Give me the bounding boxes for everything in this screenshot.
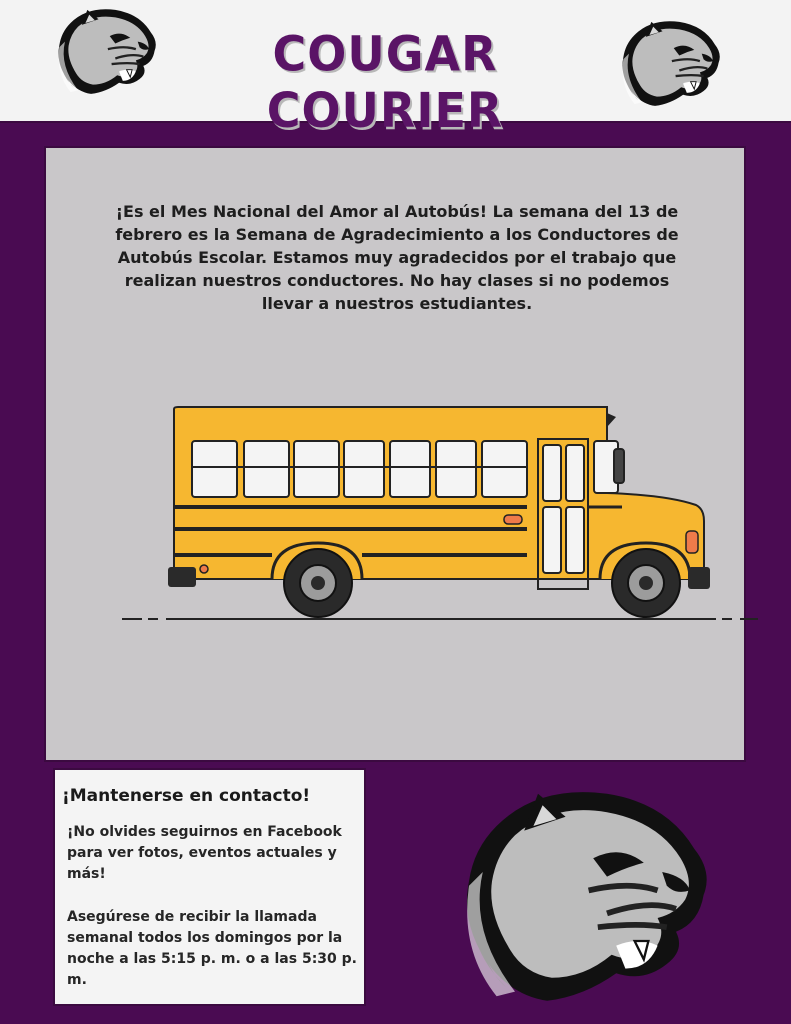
newsletter-title: COUGAR COURIER <box>266 25 504 139</box>
masthead <box>0 0 791 139</box>
cougar-head-icon <box>614 16 726 110</box>
cougar-head-icon <box>50 4 162 98</box>
contact-heading: ¡Mantenerse en contacto! <box>62 786 311 806</box>
contact-box <box>53 768 366 1006</box>
weekly-call-paragraph: Asegúrese de recibir la llamada semanal todos los domingos por la noche a las 5:15 p. m. o a las 5:30 p. m. <box>67 909 357 988</box>
facebook-paragraph: ¡No olvides seguirnos en Facebook para ver fotos, eventos actuales y más! <box>67 824 342 882</box>
school-bus-icon <box>122 403 762 628</box>
cougar-head-icon <box>446 778 722 1012</box>
announcement-text: ¡Es el Mes Nacional del Amor al Autobús! La semana del 13 de febrero es la Semana de Agradecimiento a los Conductores de Autobús Escolar. Estamos muy agradecidos por el trabajo que realizan nuestros conductores. No hay clases si no podemos llevar a nuestros estudiantes. <box>115 202 679 313</box>
announcement-panel <box>44 146 746 762</box>
